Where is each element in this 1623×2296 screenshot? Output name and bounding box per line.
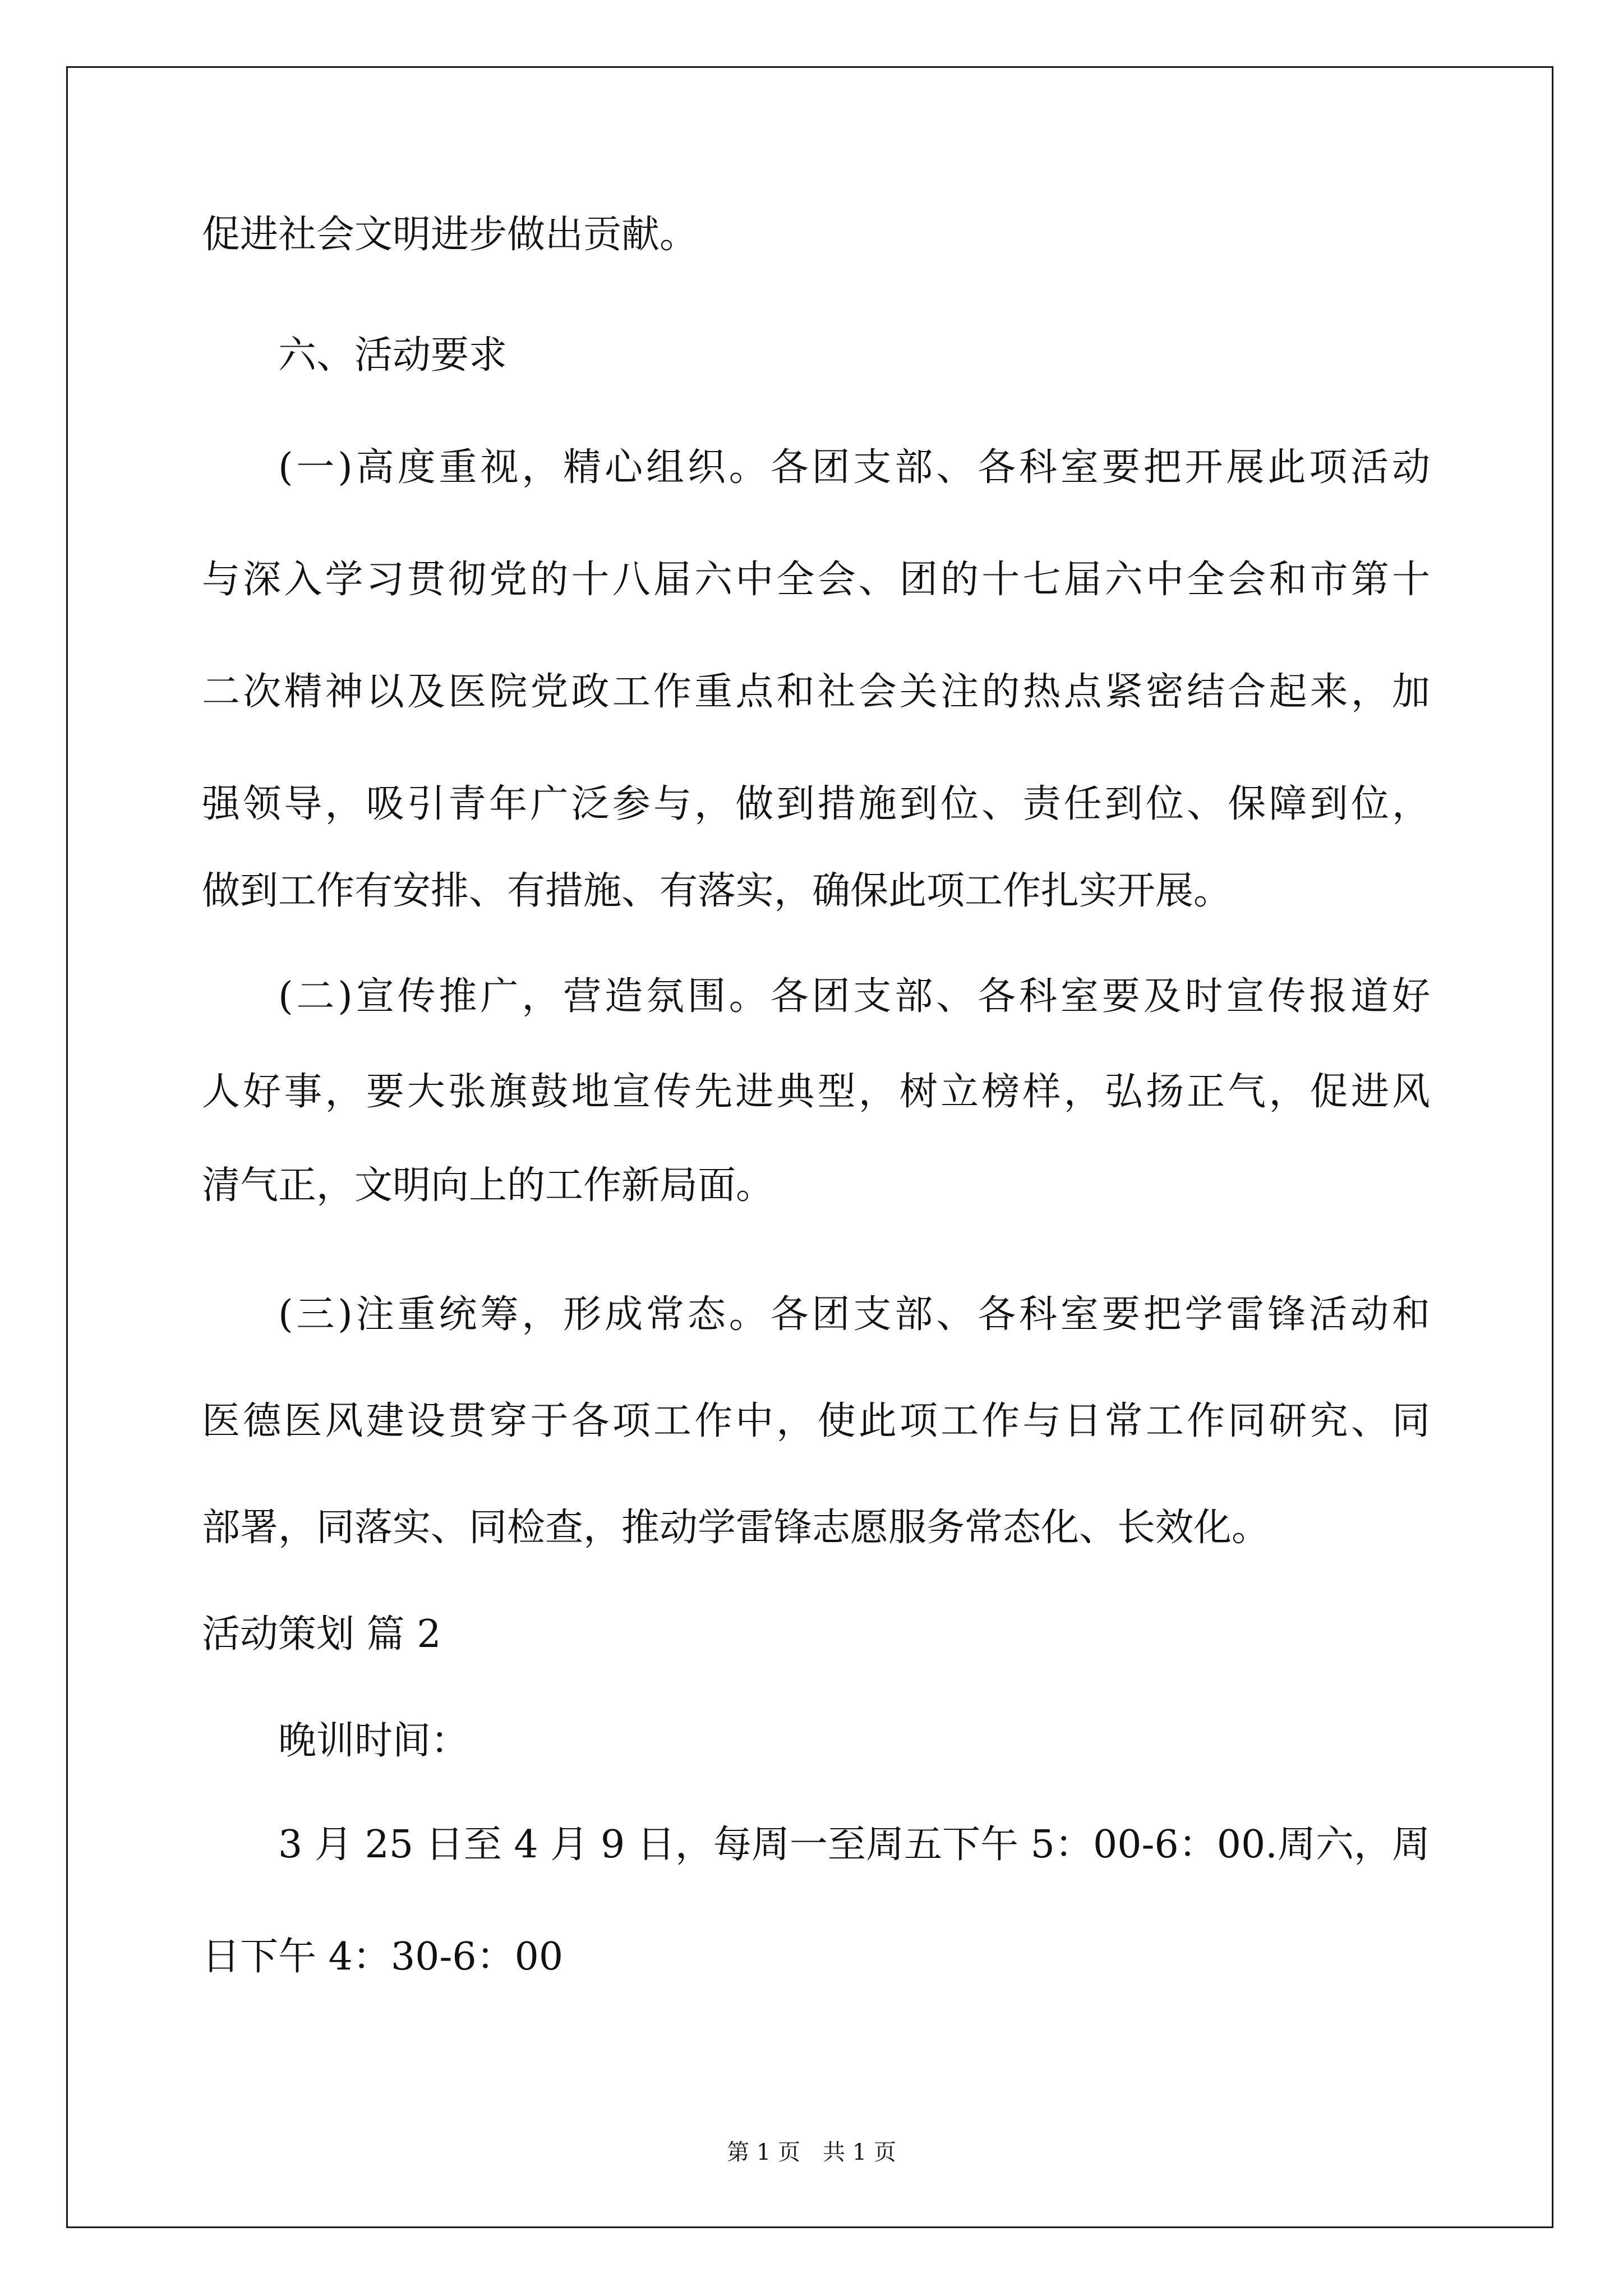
text-line: 促进社会文明进步做出贡献。	[202, 213, 698, 257]
text-line: 人好事，要大张旗鼓地宣传先进典型，树立榜样，弘扬正气，促进风	[202, 1070, 1430, 1114]
page-number-footer: 第 1 页 共 1 页	[727, 2139, 896, 2165]
text-line: (三)注重统筹，形成常态。各团支部、各科室要把学雷锋活动和	[278, 1292, 1430, 1337]
text-line: 日下午 4：30-6：00	[202, 1935, 564, 1979]
text-line: (二)宣传推广，营造氛围。各团支部、各科室要及时宣传报道好	[278, 974, 1430, 1019]
text-line: 3 月 25 日至 4 月 9 日，每周一至周五下午 5：00-6：00.周六，周	[278, 1823, 1430, 1867]
article-heading: 活动策划 篇 2	[202, 1612, 441, 1657]
text-line: 医德医风建设贯穿于各项工作中，使此项工作与日常工作同研究、同	[202, 1399, 1430, 1443]
page-border	[66, 66, 1553, 2228]
text-line: 部署，同落实、同检查，推动学雷锋志愿服务常态化、长效化。	[202, 1506, 1270, 1550]
section-heading: 六、活动要求	[278, 333, 508, 378]
text-line: 二次精神以及医院党政工作重点和社会关注的热点紧密结合起来，加	[202, 670, 1430, 714]
text-line: (一)高度重视，精心组织。各团支部、各科室要把开展此项活动	[278, 445, 1430, 490]
text-line: 强领导，吸引青年广泛参与，做到措施到位、责任到位、保障到位，	[202, 782, 1430, 826]
text-line: 晚训时间：	[278, 1719, 469, 1763]
text-line: 清气正，文明向上的工作新局面。	[202, 1163, 774, 1208]
text-line: 做到工作有安排、有措施、有落实，确保此项工作扎实开展。	[202, 869, 1232, 913]
text-line: 与深入学习贯彻党的十八届六中全会、团的十七届六中全会和市第十	[202, 558, 1430, 602]
